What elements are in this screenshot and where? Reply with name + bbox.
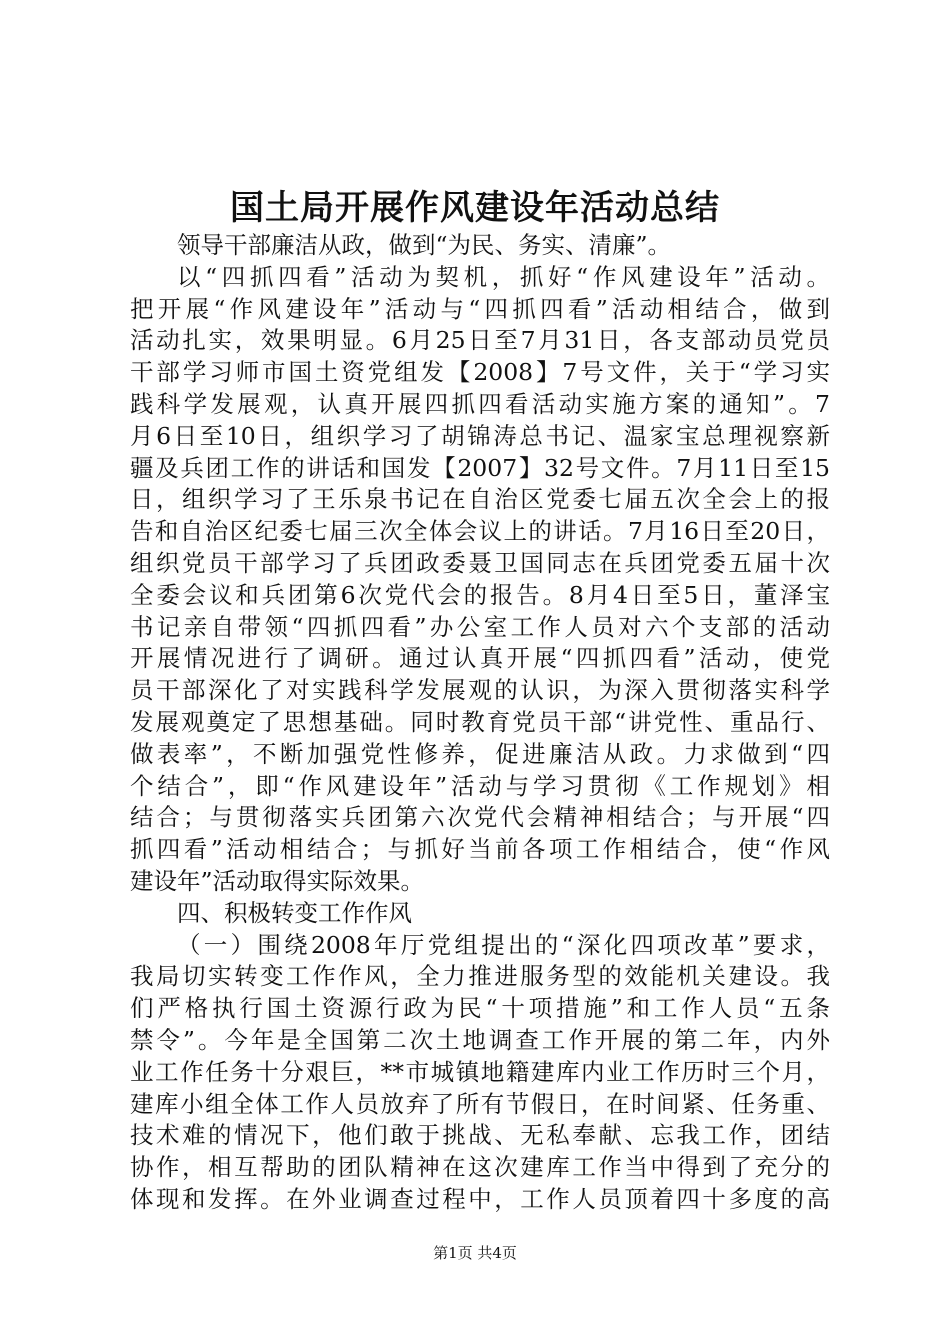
body-line: 个结合”，即“作风建设年”活动与学习贯彻《工作规划》相	[130, 771, 830, 800]
body-line: 我局切实转变工作作风，全力推进服务型的效能机关建设。我	[130, 962, 830, 991]
body-line: 建库小组全体工作人员放弃了所有节假日，在时间紧、任务重、	[130, 1089, 830, 1118]
body-line: 开展情况进行了调研。通过认真开展“四抓四看”活动，使党	[130, 644, 830, 673]
body-line: 建设年”活动取得实际效果。	[130, 866, 425, 895]
body-line: （一）围绕2008年厅党组提出的“深化四项改革”要求，	[177, 930, 830, 959]
body-line: 告和自治区纪委七届三次全体会议上的讲话。7月16日至20日，	[130, 517, 830, 546]
body-line: 全委会议和兵团第6次党代会的报告。8月4日至5日，董泽宝	[130, 580, 830, 609]
body-line: 践科学发展观，认真开展四抓四看活动实施方案的通知”。7	[130, 389, 830, 418]
body-line: 体现和发挥。在外业调查过程中，工作人员顶着四十多度的高	[130, 1184, 830, 1213]
body-line: 书记亲自带领“四抓四看”办公室工作人员对六个支部的活动	[130, 612, 830, 641]
body-line: 月6日至10日，组织学习了胡锦涛总书记、温家宝总理视察新	[130, 421, 830, 450]
body-line: 协作，相互帮助的团队精神在这次建库工作当中得到了充分的	[130, 1153, 830, 1182]
document-title: 国土局开展作风建设年活动总结	[230, 188, 720, 228]
body-line: 把开展“作风建设年”活动与“四抓四看”活动相结合，做到	[130, 294, 830, 323]
body-line: 以“四抓四看”活动为契机，抓好“作风建设年”活动。	[177, 262, 830, 291]
body-line: 日，组织学习了王乐泉书记在自治区党委七届五次全会上的报	[130, 485, 830, 514]
page-footer: 第1页 共4页	[433, 1244, 517, 1262]
body-line: 员干部深化了对实践科学发展观的认识，为深入贯彻落实科学	[130, 676, 830, 705]
document-body	[130, 230, 830, 1216]
body-line: 做表率”，不断加强党性修养，促进廉洁从政。力求做到“四	[130, 739, 830, 768]
body-line: 业工作任务十分艰巨，**市城镇地籍建库内业工作历时三个月，	[130, 1057, 830, 1086]
body-line: 抓四看”活动相结合；与抓好当前各项工作相结合，使“作风	[130, 835, 830, 864]
body-line: 领导干部廉洁从政，做到“为民、务实、清廉”。	[177, 231, 672, 259]
body-line: 组织党员干部学习了兵团政委聂卫国同志在兵团党委五届十次	[130, 548, 830, 577]
body-line: 结合；与贯彻落实兵团第六次党代会精神相结合；与开展“四	[130, 803, 830, 832]
body-line: 发展观奠定了思想基础。同时教育党员干部“讲党性、重品行、	[130, 707, 830, 736]
body-line: 们严格执行国土资源行政为民“十项措施”和工作人员“五条	[130, 994, 830, 1023]
body-line: 干部学习师市国土资党组发【2008】7号文件，关于“学习实	[130, 358, 830, 387]
body-line: 技术难的情况下，他们敢于挑战、无私奉献、忘我工作，团结	[130, 1121, 830, 1150]
body-line: 疆及兵团工作的讲话和国发【2007】32号文件。7月11日至15	[130, 453, 830, 482]
body-line: 禁令”。今年是全国第二次土地调查工作开展的第二年，内外	[130, 1025, 830, 1054]
body-line: 四、积极转变工作作风	[177, 898, 412, 927]
body-line: 活动扎实，效果明显。6月25日至7月31日，各支部动员党员	[130, 326, 830, 355]
